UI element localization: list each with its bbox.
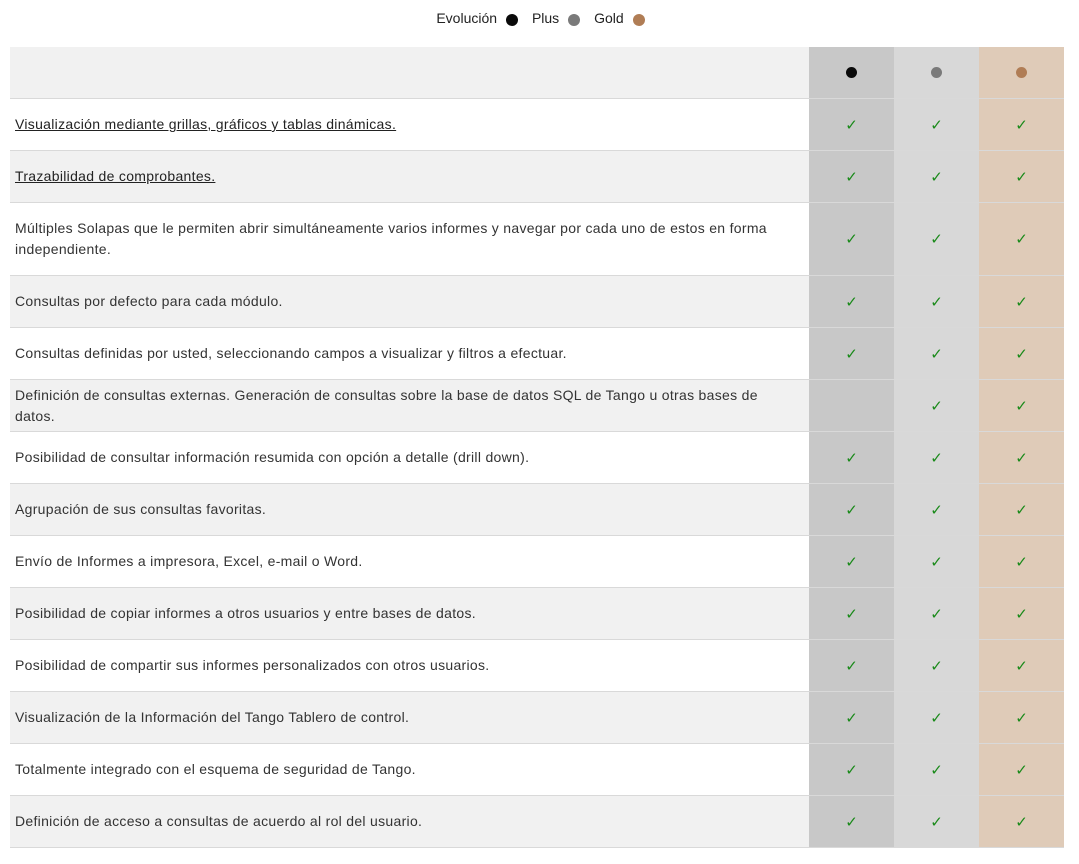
feature-cell [10,432,809,483]
checkmark-icon: ✓ [845,115,858,134]
checkmark-icon: ✓ [845,292,858,311]
cell-evolucion [809,99,894,150]
feature-cell [10,328,809,379]
cell-gold [979,432,1064,483]
cell-plus [894,796,979,847]
table-row [10,99,1064,151]
table-row [10,588,1064,640]
feature-text: Envío de Informes a impresora, Excel, e-mail o Word. [15,553,363,569]
gray-dot-icon [568,14,580,26]
checkmark-icon: ✓ [930,115,943,134]
table-row [10,328,1064,380]
feature-text: Múltiples Solapas que le permiten abrir simultáneamente varios informes y navegar por cada uno de estos en forma independiente. [15,220,767,257]
checkmark-icon: ✓ [845,448,858,467]
checkmark-icon: ✓ [845,500,858,519]
table-row [10,151,1064,203]
checkmark-icon: ✓ [930,167,943,186]
cell-evolucion [809,640,894,691]
checkmark-icon: ✓ [845,604,858,623]
cell-plus [894,588,979,639]
cell-plus [894,380,979,431]
checkmark-icon: ✓ [1015,230,1028,248]
checkmark-icon: ✓ [930,656,943,675]
cell-plus [894,692,979,743]
cell-gold [979,536,1064,587]
feature-cell [10,203,809,275]
checkmark-icon: ✓ [930,396,943,415]
checkmark-icon: ✓ [845,552,858,571]
cell-plus [894,744,979,795]
feature-text: Agrupación de sus consultas favoritas. [15,501,267,517]
cell-plus [894,151,979,202]
checkmark-icon: ✓ [1015,656,1028,675]
cell-gold [979,588,1064,639]
legend-label: Gold [594,10,624,27]
feature-text: Definición de consultas externas. Generación de consultas sobre la base de datos SQL de Tango u otras bases de datos. [15,386,758,424]
checkmark-icon: ✓ [1015,396,1028,415]
feature-text: Definición de acceso a consultas de acuerdo al rol del usuario. [15,813,423,829]
feature-cell [10,640,809,691]
feature-header-cell [10,47,809,98]
table-row [10,432,1064,484]
cell-evolucion [809,276,894,327]
checkmark-icon: ✓ [845,656,858,675]
table-row [10,640,1064,692]
header-gold [979,47,1064,98]
cell-gold [979,744,1064,795]
feature-comparison-table [10,47,1064,848]
feature-cell [10,380,809,431]
cell-plus [894,203,979,275]
legend-item-evolucion [430,8,522,28]
cell-gold [979,380,1064,431]
checkmark-icon: ✓ [930,812,943,831]
feature-text: Consultas definidas por usted, seleccionando campos a visualizar y filtros a efectuar. [15,345,567,361]
feature-link[interactable]: Visualización mediante grillas, gráficos y tablas dinámicas. [15,116,397,132]
checkmark-icon: ✓ [930,344,943,363]
checkmark-icon: ✓ [845,230,858,248]
cell-plus [894,328,979,379]
feature-cell [10,692,809,743]
cell-plus [894,536,979,587]
header-plus [894,47,979,98]
bronze-dot-icon [633,14,645,26]
checkmark-icon: ✓ [845,812,858,831]
checkmark-icon: ✓ [1015,760,1028,779]
feature-text: Posibilidad de consultar información resumida con opción a detalle (drill down). [15,449,530,465]
checkmark-icon: ✓ [930,230,943,248]
feature-cell [10,151,809,202]
cell-gold [979,640,1064,691]
cell-evolucion [809,588,894,639]
table-row [10,796,1064,848]
table-row [10,203,1064,276]
checkmark-icon: ✓ [845,344,858,363]
checkmark-icon: ✓ [1015,115,1028,134]
feature-cell [10,99,809,150]
cell-gold [979,328,1064,379]
gray-dot-icon [931,67,942,78]
feature-cell [10,744,809,795]
checkmark-icon: ✓ [1015,500,1028,519]
feature-text: Consultas por defecto para cada módulo. [15,293,283,309]
table-row [10,380,1064,432]
cell-gold [979,276,1064,327]
checkmark-icon: ✓ [845,167,858,186]
feature-cell [10,276,809,327]
header-evolucion [809,47,894,98]
cell-evolucion [809,380,894,431]
feature-text: Posibilidad de copiar informes a otros usuarios y entre bases de datos. [15,605,476,621]
cell-evolucion [809,744,894,795]
cell-gold [979,151,1064,202]
checkmark-icon: ✓ [845,760,858,779]
checkmark-icon: ✓ [1015,344,1028,363]
cell-evolucion [809,484,894,535]
cell-gold [979,692,1064,743]
checkmark-icon: ✓ [1015,167,1028,186]
cell-plus [894,99,979,150]
cell-plus [894,640,979,691]
cell-evolucion [809,796,894,847]
checkmark-icon: ✓ [1015,292,1028,311]
legend-label: Evolución [436,10,498,27]
plan-legend [0,7,1079,27]
feature-text: Visualización de la Información del Tango Tablero de control. [15,709,410,725]
cell-plus [894,432,979,483]
checkmark-icon: ✓ [1015,448,1028,467]
legend-label: Plus [531,10,560,27]
checkmark-icon: ✓ [930,500,943,519]
checkmark-icon: ✓ [930,448,943,467]
checkmark-icon: ✓ [930,292,943,311]
checkmark-icon: ✓ [1015,552,1028,571]
cell-evolucion [809,151,894,202]
table-row [10,692,1064,744]
bronze-dot-icon [1016,67,1027,78]
feature-text: Totalmente integrado con el esquema de seguridad de Tango. [15,761,416,777]
checkmark-icon: ✓ [930,552,943,571]
checkmark-icon: ✓ [930,604,943,623]
legend-item-gold [588,8,649,28]
table-header-row [10,47,1064,99]
checkmark-icon: ✓ [1015,604,1028,623]
cell-evolucion [809,203,894,275]
table-row [10,744,1064,796]
black-dot-icon [846,67,857,78]
checkmark-icon: ✓ [930,708,943,727]
legend-item-plus [526,8,584,28]
cell-plus [894,276,979,327]
cell-plus [894,484,979,535]
feature-text: Posibilidad de compartir sus informes personalizados con otros usuarios. [15,657,490,673]
checkmark-icon: ✓ [930,760,943,779]
feature-link[interactable]: Trazabilidad de comprobantes. [15,168,216,184]
feature-cell [10,588,809,639]
table-row [10,536,1064,588]
checkmark-icon: ✓ [1015,812,1028,831]
checkmark-icon: ✓ [845,708,858,727]
table-row [10,276,1064,328]
table-row [10,484,1064,536]
cell-gold [979,796,1064,847]
cell-evolucion [809,692,894,743]
feature-cell [10,796,809,847]
black-dot-icon [506,14,518,26]
feature-cell [10,536,809,587]
cell-evolucion [809,432,894,483]
feature-cell [10,484,809,535]
cell-gold [979,203,1064,275]
cell-evolucion [809,536,894,587]
cell-gold [979,484,1064,535]
cell-evolucion [809,328,894,379]
checkmark-icon: ✓ [1015,708,1028,727]
cell-gold [979,99,1064,150]
